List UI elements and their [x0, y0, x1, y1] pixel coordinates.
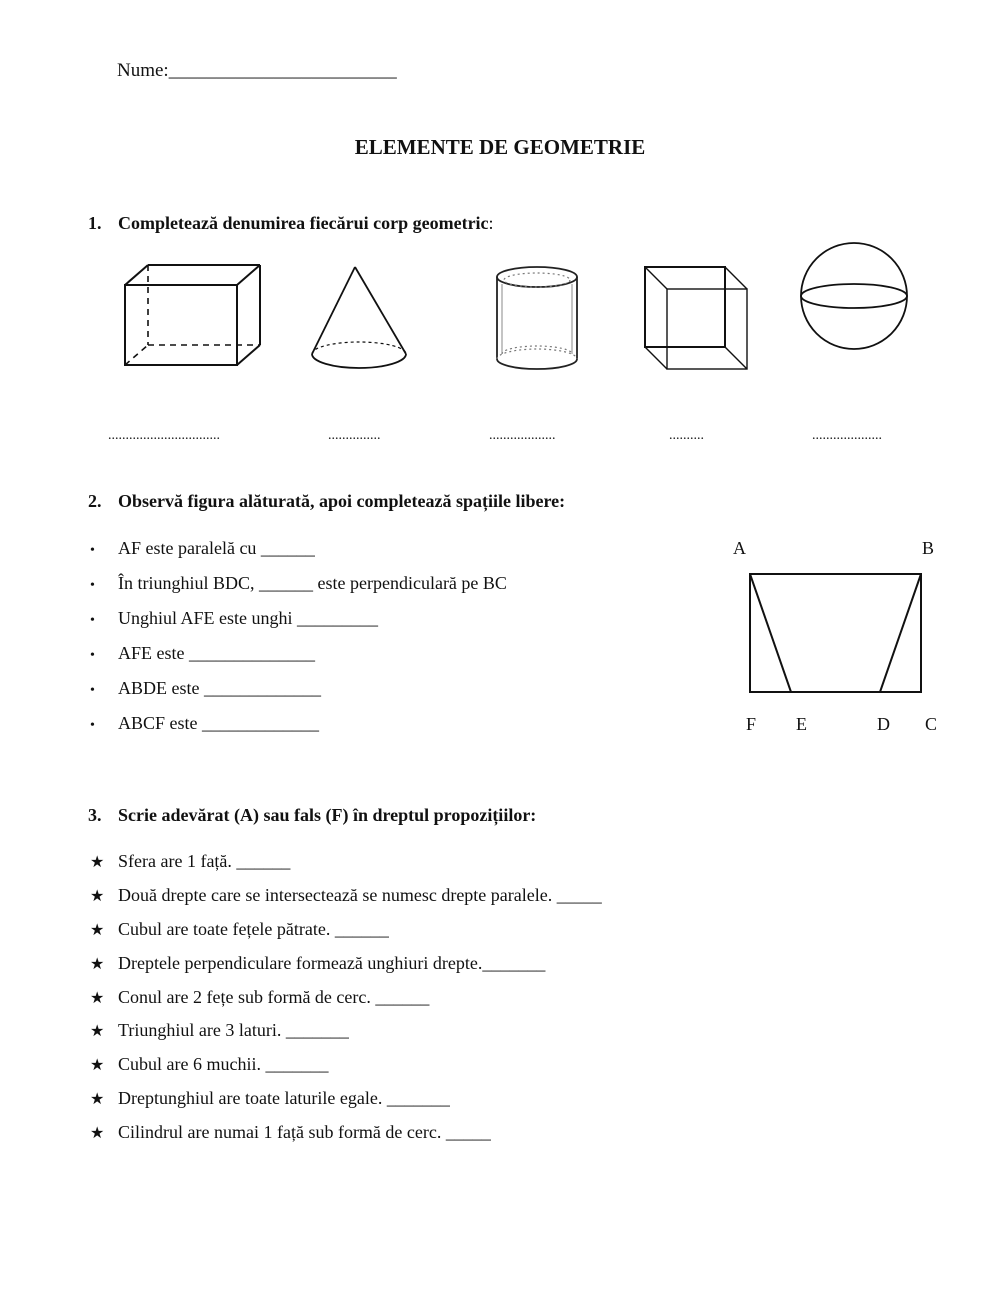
cone-icon — [305, 262, 415, 377]
question-2-text: Observă figura alăturată, apoi completează spațiile libere: — [118, 491, 566, 511]
vertex-label-c: C — [925, 714, 938, 734]
list-item — [90, 643, 315, 664]
star-icon: ★ — [90, 1057, 105, 1074]
statement-text[interactable]: Cilindrul are numai 1 față sub formă de cerc. _____ — [118, 1122, 491, 1142]
statement-text[interactable]: Sfera are 1 față. ______ — [118, 851, 291, 871]
list-item — [90, 1122, 491, 1143]
statement-text[interactable]: Unghiul AFE este unghi _________ — [118, 608, 378, 628]
list-item — [90, 851, 290, 872]
question-2-number: 2. — [88, 491, 102, 511]
bullet-icon: • — [90, 613, 95, 628]
sphere-icon — [795, 242, 915, 357]
cube-icon — [640, 262, 755, 377]
bullet-icon: • — [90, 578, 95, 593]
list-item — [90, 608, 378, 629]
bullet-icon: • — [90, 718, 95, 733]
list-item — [90, 678, 321, 699]
name-field-label[interactable]: Nume:________________________ — [117, 60, 397, 81]
vertex-label-f: F — [746, 714, 757, 734]
star-icon: ★ — [90, 956, 105, 973]
bullet-icon: • — [90, 648, 95, 663]
statement-text[interactable]: Dreptele perpendiculare formează unghiuri drepte._______ — [118, 953, 546, 973]
star-icon: ★ — [90, 888, 105, 905]
list-item — [90, 885, 602, 906]
vertex-label-b: B — [922, 538, 935, 558]
statement-text[interactable]: În triunghiul BDC, ______ este perpendiculară pe BC — [118, 573, 507, 593]
list-item — [90, 1054, 328, 1075]
star-icon: ★ — [90, 1091, 105, 1108]
statement-text[interactable]: Conul are 2 fețe sub formă de cerc. ______ — [118, 987, 430, 1007]
answer-blank-3[interactable]: ................... — [489, 428, 556, 443]
question-1 — [88, 213, 494, 234]
question-1-colon: : — [488, 213, 494, 233]
rectangular-prism-icon — [118, 258, 268, 373]
vertex-label-e: E — [796, 714, 807, 734]
statement-text[interactable]: ABDE este _____________ — [118, 678, 321, 698]
star-icon: ★ — [90, 922, 105, 939]
list-item — [90, 573, 507, 594]
question-1-number: 1. — [88, 213, 102, 233]
statement-text[interactable]: AF este paralelă cu ______ — [118, 538, 315, 558]
trapezoid-figure — [745, 570, 930, 698]
statement-text[interactable]: ABCF este _____________ — [118, 713, 320, 733]
statement-text[interactable]: Cubul are toate fețele pătrate. ______ — [118, 919, 389, 939]
bullet-icon: • — [90, 683, 95, 698]
star-icon: ★ — [90, 990, 105, 1007]
answer-blank-5[interactable]: .................... — [812, 428, 882, 443]
list-item — [90, 538, 315, 559]
star-icon: ★ — [90, 1023, 105, 1040]
question-3-text: Scrie adevărat (A) sau fals (F) în dreptul propozițiilor: — [118, 805, 537, 825]
question-2 — [88, 491, 565, 512]
star-icon: ★ — [90, 854, 105, 871]
star-icon: ★ — [90, 1125, 105, 1142]
list-item — [90, 1088, 450, 1109]
page-title: ELEMENTE DE GEOMETRIE — [354, 135, 646, 159]
question-1-text: Completează denumirea fiecărui corp geometric — [118, 213, 489, 233]
question-3 — [88, 805, 536, 826]
statement-text[interactable]: Triunghiul are 3 laturi. _______ — [118, 1020, 349, 1040]
answer-blank-4[interactable]: .......... — [669, 428, 704, 443]
statement-text[interactable]: Două drepte care se intersectează se numesc drepte paralele. _____ — [118, 885, 602, 905]
vertex-label-a: A — [733, 538, 746, 558]
list-item — [90, 713, 319, 734]
list-item — [90, 919, 389, 940]
list-item — [90, 987, 429, 1008]
statement-text[interactable]: Cubul are 6 muchii. _______ — [118, 1054, 329, 1074]
cylinder-icon — [490, 262, 585, 377]
vertex-label-d: D — [877, 714, 890, 734]
list-item — [90, 1020, 349, 1041]
statement-text[interactable]: Dreptunghiul are toate laturile egale. _______ — [118, 1088, 450, 1108]
answer-blank-1[interactable]: ................................ — [108, 428, 220, 443]
bullet-icon: • — [90, 543, 95, 558]
list-item — [90, 953, 545, 974]
answer-blank-2[interactable]: ............... — [328, 428, 381, 443]
question-3-number: 3. — [88, 805, 102, 825]
statement-text[interactable]: AFE este ______________ — [118, 643, 315, 663]
